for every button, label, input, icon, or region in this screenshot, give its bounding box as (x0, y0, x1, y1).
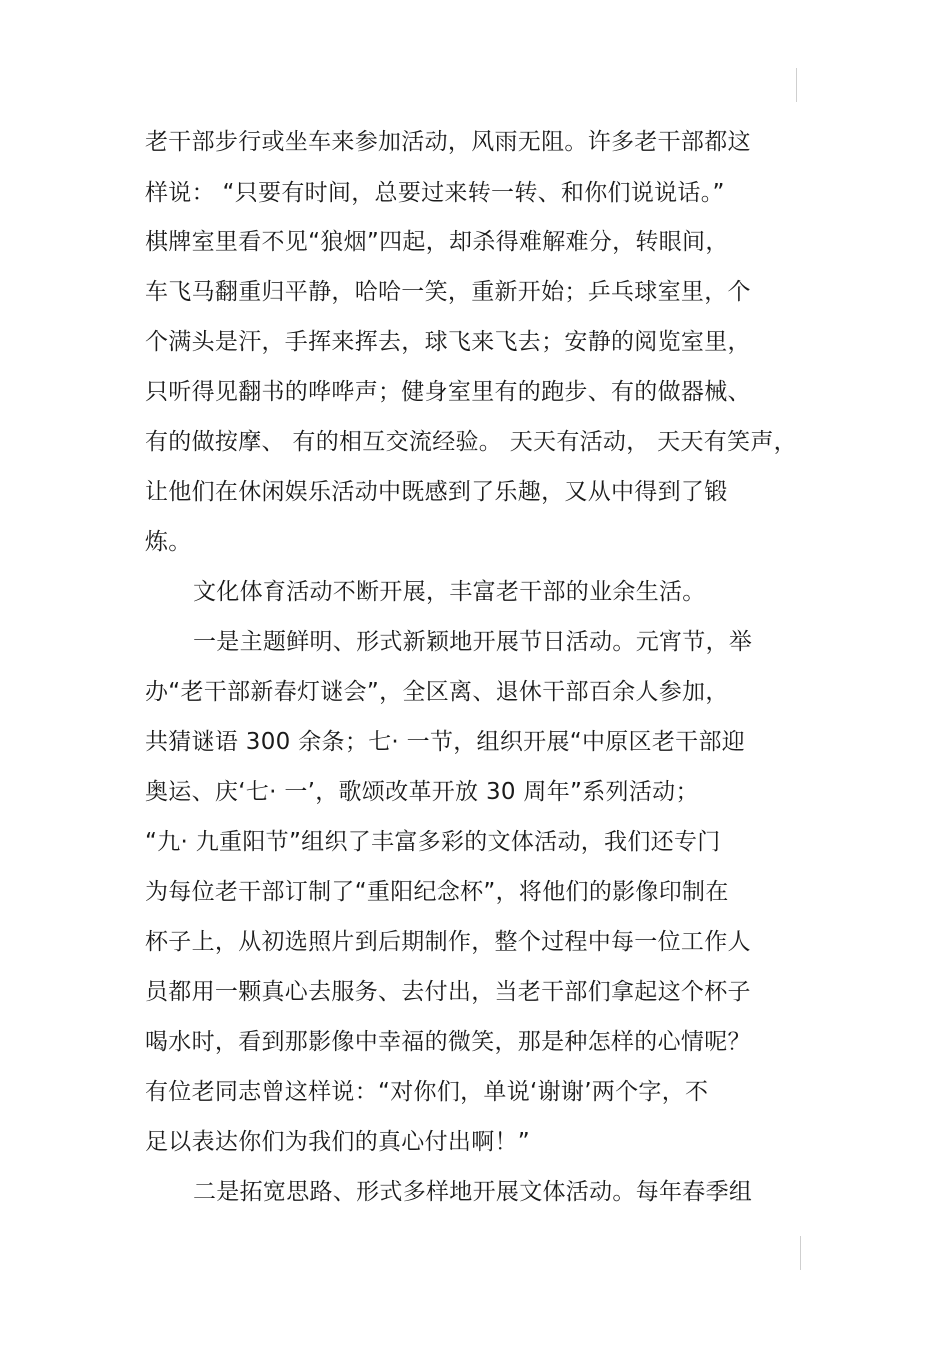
paragraph-first-line: 二是拓宽思路、形式多样地开展文体活动。每年春季组 (193, 1179, 753, 1205)
text-line: 杯子上，从初选照片到后期制作，整个过程中每一位工作人 (145, 929, 751, 955)
text-line: 让他们在休闲娱乐活动中既感到了乐趣，又从中得到了锻 (145, 479, 728, 505)
page-corner-mark-top (796, 68, 797, 102)
paragraph-first-line: 文化体育活动不断开展，丰富老干部的业余生活。 (193, 579, 706, 605)
text-line: 样说： “只要有时间，总要过来转一转、和你们说说话。” (145, 180, 725, 206)
text-line: 车飞马翻重归平静，哈哈一笑，重新开始；乒乓球室里，个 (145, 279, 751, 305)
paragraph-first-line: 一是主题鲜明、形式新颖地开展节日活动。元宵节，举 (193, 629, 753, 655)
text-line: 有的做按摩、 有的相互交流经验。 天天有活动， 天天有笑声， (145, 429, 797, 455)
text-line: 炼。 (145, 529, 192, 555)
page-corner-mark-bottom (800, 1236, 801, 1270)
text-line: 员都用一颗真心去服务、去付出，当老干部们拿起这个杯子 (145, 979, 751, 1005)
text-line: “九· 九重阳节”组织了丰富多彩的文体活动，我们还专门 (145, 829, 721, 855)
text-line: 喝水时，看到那影像中幸福的微笑，那是种怎样的心情呢？ (145, 1029, 751, 1055)
text-line: 奥运、庆‘七· 一’，歌颂改革开放 30 周年”系列活动； (145, 779, 699, 805)
text-line: 为每位老干部订制了“重阳纪念杯”，将他们的影像印制在 (145, 879, 729, 905)
text-line: 棋牌室里看不见“狼烟”四起，却杀得难解难分，转眼间， (145, 229, 729, 255)
text-line: 个满头是汗，手挥来挥去，球飞来飞去；安静的阅览室里， (145, 329, 751, 355)
text-line: 有位老同志曾这样说：“对你们，单说‘谢谢’两个字，不 (145, 1079, 709, 1105)
text-line: 足以表达你们为我们的真心付出啊！” (145, 1129, 531, 1155)
text-line: 办“老干部新春灯谜会”，全区离、退休干部百余人参加， (145, 679, 729, 705)
text-line: 共猜谜语 300 余条；七· 一节，组织开展“中原区老干部迎 (145, 729, 746, 755)
text-line: 老干部步行或坐车来参加活动，风雨无阻。许多老干部都这 (145, 129, 751, 155)
text-line: 只听得见翻书的哗哗声；健身室里有的跑步、有的做器械、 (145, 379, 751, 405)
